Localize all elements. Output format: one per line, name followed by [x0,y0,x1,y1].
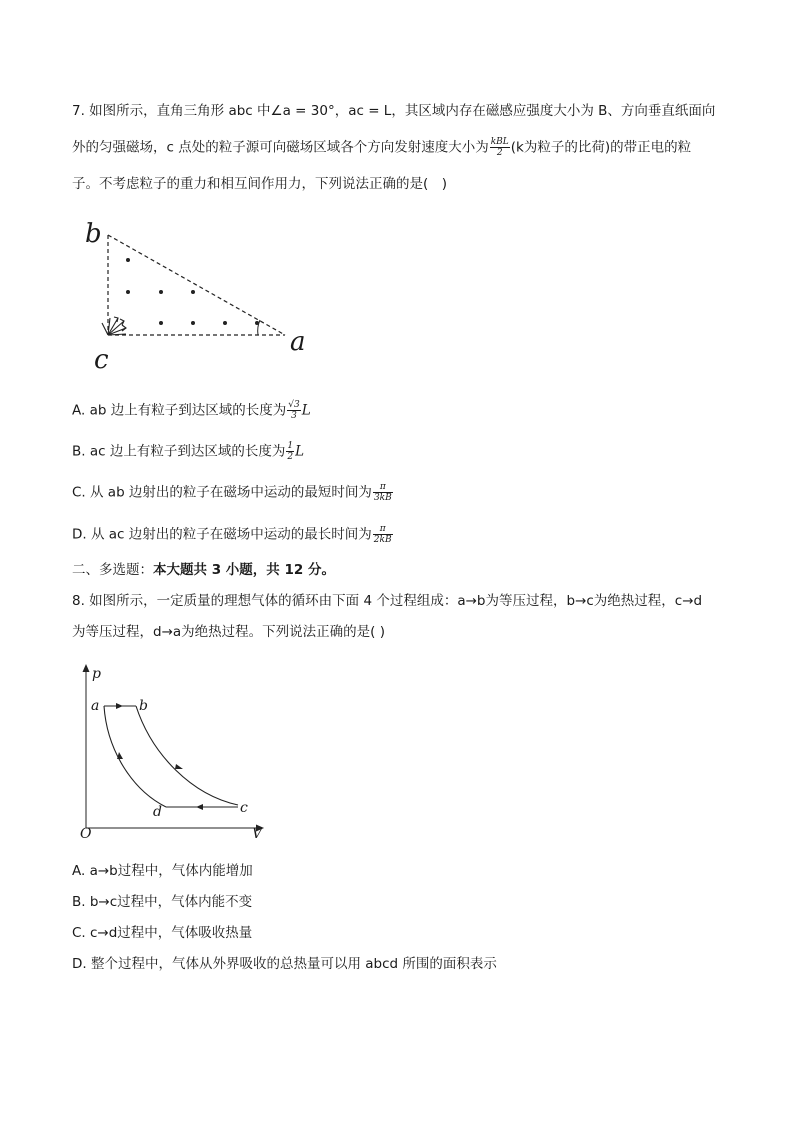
q7-option-b-fraction [286,441,294,462]
q7-label-b: b [85,220,102,249]
process-da [104,706,166,807]
process-bc [136,706,238,805]
q8-axis-label-p: p [92,666,101,682]
q7-speed-fraction [490,137,510,158]
q8-label-a: a [91,698,100,714]
q7-option-d-denominator: 2kB [373,535,392,545]
section-description: 本大题共 3 小题，共 12 分。 [153,562,335,578]
process-cd-arrow-icon [196,804,203,810]
edge-ab [108,235,285,335]
q7-option-a-unit: L [301,402,311,419]
q8-label-b: b [139,698,148,714]
q7-option-c-fraction [373,482,393,503]
q7-option-b [72,441,304,462]
q7-triangle-figure [80,220,320,380]
q8-option-d: D. 整个过程中，气体从外界吸收的总热量可以用 abcd 所围的面积表示 [72,956,497,972]
q7-option-a [72,400,311,421]
section-heading [72,560,335,580]
q8-option-b: B. b→c过程中，气体内能不变 [72,894,253,910]
q7-option-d-numerator: π [373,524,393,535]
p-axis-arrow-icon [83,664,90,672]
q7-option-b-unit: L [295,443,305,460]
q7-option-c [72,482,394,503]
q7-option-b-numerator: 1 [287,441,294,451]
q7-option-d-text: D. 从 ac 边射出的粒子在磁场中运动的最长时间为 [72,526,372,543]
q7-option-c-numerator: π [373,482,393,493]
q8-stem-line2: 为等压过程，d→a为绝热过程。下列说法正确的是( ) [72,624,385,640]
q7-stem-line2 [72,137,691,158]
q8-origin-label: O [80,826,92,840]
q8-label-c: c [240,800,248,816]
q7-option-b-denominator: 2 [287,452,294,462]
process-bc-arrow-icon [175,764,183,769]
q7-option-a-numerator: √3 [288,400,300,410]
q7-speed-numerator: kBL [490,137,509,147]
q8-pv-diagram [72,660,272,840]
section-prefix: 二、多选题： [72,562,153,578]
q7-label-c: c [94,345,109,375]
q7-stem-line2-part1: 外的匀强磁场，c 点处的粒子源可向磁场区域各个方向发射速度大小为 [72,139,489,156]
q7-option-d [72,524,394,545]
magnetic-field-dots [126,258,259,325]
q8-option-c: C. c→d过程中，气体吸收热量 [72,925,253,941]
particle-source-arrows-icon [102,317,126,335]
q7-option-a-denominator: 3 [291,411,297,421]
q7-option-a-fraction [287,400,300,421]
q7-stem-line2-part2: (k为粒子的比荷)的带正电的粒 [510,139,692,156]
q8-axis-label-v: V [252,826,263,840]
q7-stem-line1: 7. 如图所示，直角三角形 abc 中∠a = 30°，ac = L，其区域内存在磁感应强度大小为 B、方向垂直纸面向 [72,103,716,119]
q7-stem-line3: 子。不考虑粒子的重力和相互间作用力，下列说法正确的是( ) [72,176,448,192]
q8-option-a: A. a→b过程中，气体内能增加 [72,863,253,879]
q8-label-d: d [153,804,162,820]
q7-option-b-text: B. ac 边上有粒子到达区域的长度为 [72,443,286,460]
q7-option-c-denominator: 3kB [373,493,392,503]
q7-label-a: a [290,327,306,357]
q8-stem-line1: 8. 如图所示，一定质量的理想气体的循环由下面 4 个过程组成：a→b为等压过程，b→c为绝热过程，c→d [72,593,703,609]
q7-speed-denominator: 2 [496,148,503,158]
q7-option-a-text: A. ab 边上有粒子到达区域的长度为 [72,402,287,419]
q7-option-c-text: C. 从 ab 边射出的粒子在磁场中运动的最短时间为 [72,484,372,501]
process-ab-arrow-icon [116,703,123,709]
process-da-arrow-icon [117,752,123,759]
q7-option-d-fraction [373,524,393,545]
